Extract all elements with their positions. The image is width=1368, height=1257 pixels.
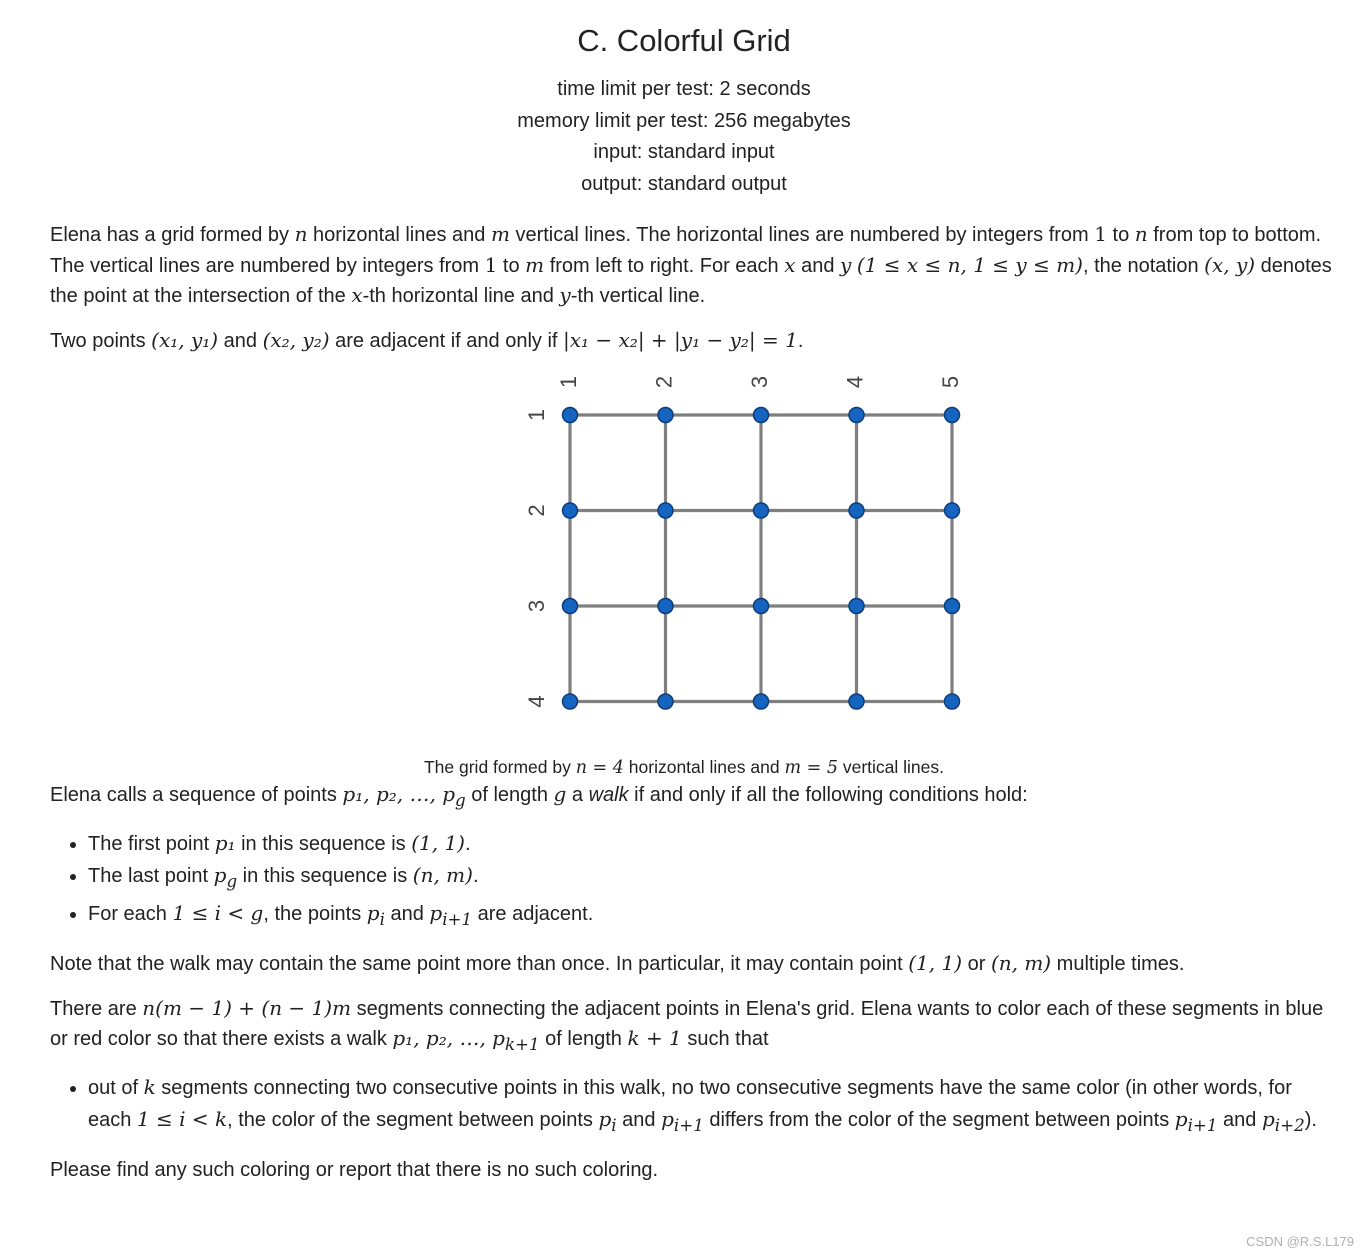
paragraph-coloring: There are n(m − 1) + (n − 1)m segments connecting the adjacent points in Elena's grid. Elena wants to color each of these segments in blue or red color so that there exists a walk p₁, p₂, …, $p_{k+1}$ of length k + 1 such that xyxy=(50,995,1324,1054)
row-label: 1 xyxy=(523,408,549,422)
grid-point xyxy=(563,503,578,518)
row-label: 2 xyxy=(523,504,549,517)
grid-point xyxy=(754,503,769,518)
figure-caption: The grid formed by n = 4 horizontal lines and m = 5 vertical lines. xyxy=(423,757,944,778)
paragraph-grid-definition: Elena has a grid formed by n horizontal lines and m vertical lines. The horizontal lines are numbered by integers from 1 to n from top to bottom. The vertical lines are numbered by integers from 1 to m from left to right. For each x and y (1 ≤ x ≤ n, 1 ≤ y ≤ m), the notation (x, y) denotes the point at the intersection of the x-th horizontal line and y-th vertical line. xyxy=(50,222,1332,307)
watermark: CSDN @R.S.L179 xyxy=(1246,1234,1354,1249)
grid-point xyxy=(945,599,960,614)
grid-point xyxy=(945,503,960,518)
paragraph-task: Please find any such coloring or report that there is no such coloring. xyxy=(50,1158,659,1181)
row-label: 3 xyxy=(523,599,549,613)
grid-point xyxy=(563,408,578,423)
grid-point xyxy=(945,694,960,709)
column-label: 1 xyxy=(555,375,581,389)
list-item: • The last point $p_g$ in this sequence is (n, m). xyxy=(88,860,1340,898)
walk-conditions-list xyxy=(50,828,1340,936)
grid-figure xyxy=(50,370,1340,780)
column-label: 5 xyxy=(937,375,963,389)
grid-point xyxy=(658,694,673,709)
grid-point xyxy=(658,599,673,614)
grid-point xyxy=(754,694,769,709)
grid-point xyxy=(849,599,864,614)
problem-title: C. Colorful Grid xyxy=(577,23,791,58)
output-spec: output: standard output xyxy=(581,172,787,195)
grid-point xyxy=(849,503,864,518)
grid-point xyxy=(563,599,578,614)
grid-point xyxy=(658,408,673,423)
grid-point xyxy=(849,408,864,423)
paragraph-adjacency: Two points (x₁, y₁) and (x₂, y₂) are adjacent if and only if |x₁ − x₂| + |y₁ − y₂| = 1. xyxy=(50,327,804,352)
grid-point xyxy=(754,599,769,614)
paragraph-note: Note that the walk may contain the same point more than once. In particular, it may contain point (1, 1) or (n, m) multiple times. xyxy=(50,951,1185,975)
grid-point xyxy=(849,694,864,709)
grid-point xyxy=(563,694,578,709)
column-label: 3 xyxy=(746,375,772,389)
list-item: • out of k segments connecting two consecutive points in this walk, no two consecutive segments have the same color (in other words, for each 1 ≤ i < k, the color of the segment between points $p_i$ and $p_{i+1}$ differs from the color of the segment between points $p_{i+1}$ and $p_{i+2}$). xyxy=(88,1072,1340,1142)
grid-point xyxy=(658,503,673,518)
paragraph-walk-definition: Elena calls a sequence of points p₁, p₂, …, $p_g$ of length g a walk if and only if all the following conditions hold: xyxy=(50,782,1028,810)
grid-point xyxy=(754,408,769,423)
coloring-conditions-list xyxy=(50,1072,1340,1142)
problem-statement xyxy=(50,220,1340,1185)
list-item: • For each 1 ≤ i < g, the points $p_i$ and $p_{i+1}$ are adjacent. xyxy=(88,898,1340,936)
memory-limit: memory limit per test: 256 megabytes xyxy=(517,109,851,132)
row-label: 4 xyxy=(523,695,549,708)
column-label: 4 xyxy=(842,375,868,389)
column-label: 2 xyxy=(651,375,677,389)
input-spec: input: standard input xyxy=(593,141,775,163)
grid-diagram xyxy=(470,370,963,755)
problem-header xyxy=(0,0,1368,200)
list-item: • The first point p₁ in this sequence is (1, 1). xyxy=(88,828,1340,861)
time-limit: time limit per test: 2 seconds xyxy=(557,78,811,100)
grid-point xyxy=(945,408,960,423)
